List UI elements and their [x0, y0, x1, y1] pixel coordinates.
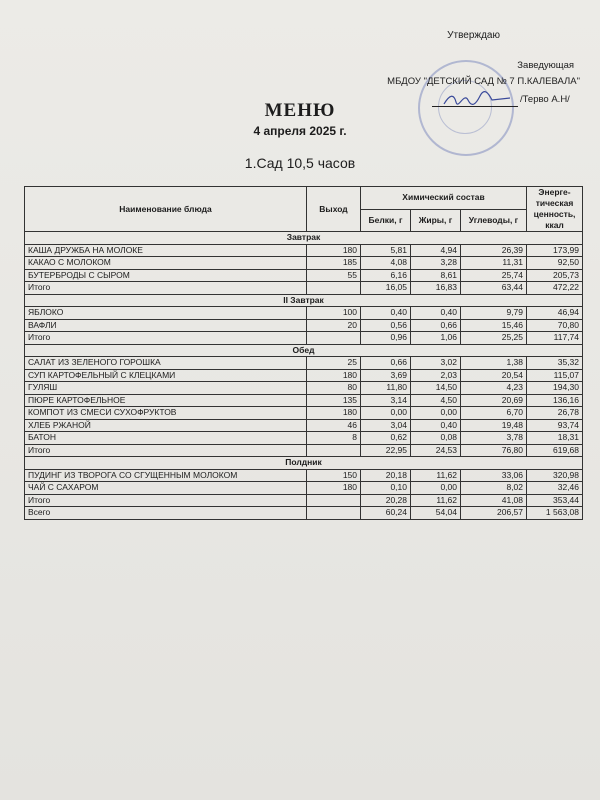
dish-energy: 35,32	[527, 357, 583, 370]
dish-name: ХЛЕБ РЖАНОЙ	[25, 419, 307, 432]
dish-protein: 0,62	[361, 432, 411, 445]
total-carbs: 41,08	[461, 494, 527, 507]
grand-total-protein: 60,24	[361, 507, 411, 520]
dish-yield: 25	[307, 357, 361, 370]
dish-protein: 0,40	[361, 307, 411, 320]
header-energy-line-1: Энерге-	[538, 187, 571, 197]
header-energy-line-2: тическая	[535, 198, 574, 208]
dish-carbs: 33,06	[461, 469, 527, 482]
table-row	[25, 432, 583, 445]
dish-protein: 0,00	[361, 407, 411, 420]
header-dish-name: Наименование блюда	[25, 187, 307, 232]
total-fat: 16,83	[411, 282, 461, 295]
table-row	[25, 307, 583, 320]
head-name: /Терво А.Н/	[520, 94, 570, 105]
dish-yield: 8	[307, 432, 361, 445]
dish-name: КАКАО С МОЛОКОМ	[25, 257, 307, 270]
table-row	[25, 382, 583, 395]
dish-carbs: 20,54	[461, 369, 527, 382]
total-fat: 1,06	[411, 332, 461, 345]
dish-fat: 8,61	[411, 269, 461, 282]
dish-protein: 0,10	[361, 482, 411, 495]
dish-fat: 0,40	[411, 307, 461, 320]
dish-name: БУТЕРБРОДЫ С СЫРОМ	[25, 269, 307, 282]
dish-protein: 6,16	[361, 269, 411, 282]
total-carbs: 25,25	[461, 332, 527, 345]
header-protein: Белки, г	[361, 209, 411, 232]
dish-yield: 185	[307, 257, 361, 270]
total-protein: 20,28	[361, 494, 411, 507]
dish-name: ПЮРЕ КАРТОФЕЛЬНОЕ	[25, 394, 307, 407]
dish-energy: 70,80	[527, 319, 583, 332]
dish-name: ЧАЙ С САХАРОМ	[25, 482, 307, 495]
dish-fat: 0,40	[411, 419, 461, 432]
grand-total-energy: 1 563,08	[527, 507, 583, 520]
dish-yield: 180	[307, 244, 361, 257]
dish-energy: 46,94	[527, 307, 583, 320]
header-energy	[527, 187, 583, 232]
total-label: Итого	[25, 494, 307, 507]
dish-fat: 4,50	[411, 394, 461, 407]
dish-carbs: 4,23	[461, 382, 527, 395]
dish-name: КОМПОТ ИЗ СМЕСИ СУХОФРУКТОВ	[25, 407, 307, 420]
dish-yield: 100	[307, 307, 361, 320]
total-yield-empty	[307, 444, 361, 457]
dish-energy: 32,46	[527, 482, 583, 495]
header-energy-line-3: ценность,	[533, 209, 576, 219]
dish-energy: 173,99	[527, 244, 583, 257]
header-energy-line-4: ккал	[545, 220, 564, 230]
dish-protein: 3,04	[361, 419, 411, 432]
section-header-row	[25, 457, 583, 470]
approval-label: Утверждаю	[447, 30, 500, 41]
total-row	[25, 282, 583, 295]
page-title: МЕНЮ	[264, 100, 336, 121]
dish-fat: 0,00	[411, 482, 461, 495]
menu-table	[24, 186, 583, 520]
dish-name: СУП КАРТОФЕЛЬНЫЙ С КЛЕЦКАМИ	[25, 369, 307, 382]
dish-protein: 5,81	[361, 244, 411, 257]
total-yield-empty	[307, 282, 361, 295]
total-energy: 353,44	[527, 494, 583, 507]
section-header-row	[25, 294, 583, 307]
total-yield-empty	[307, 494, 361, 507]
grand-total-label: Всего	[25, 507, 307, 520]
dish-protein: 0,66	[361, 357, 411, 370]
dish-carbs: 11,31	[461, 257, 527, 270]
total-energy: 117,74	[527, 332, 583, 345]
dish-fat: 3,28	[411, 257, 461, 270]
dish-energy: 93,74	[527, 419, 583, 432]
section-title: Обед	[25, 344, 583, 357]
header-yield: Выход	[307, 187, 361, 232]
grand-total-yield-empty	[307, 507, 361, 520]
menu-place: 1.Сад 10,5 часов	[244, 155, 356, 171]
dish-yield: 80	[307, 382, 361, 395]
total-label: Итого	[25, 332, 307, 345]
table-row	[25, 319, 583, 332]
section-header-row	[25, 344, 583, 357]
table-row	[25, 419, 583, 432]
dish-fat: 4,94	[411, 244, 461, 257]
dish-protein: 0,56	[361, 319, 411, 332]
table-row	[25, 257, 583, 270]
table-row	[25, 357, 583, 370]
dish-protein: 4,08	[361, 257, 411, 270]
header-chemical-composition: Химический состав	[361, 187, 527, 210]
dish-yield: 180	[307, 407, 361, 420]
dish-carbs: 19,48	[461, 419, 527, 432]
dish-carbs: 9,79	[461, 307, 527, 320]
dish-carbs: 25,74	[461, 269, 527, 282]
section-header-row	[25, 232, 583, 245]
dish-energy: 194,30	[527, 382, 583, 395]
dish-name: ГУЛЯШ	[25, 382, 307, 395]
dish-energy: 115,07	[527, 369, 583, 382]
table-row	[25, 269, 583, 282]
total-label: Итого	[25, 282, 307, 295]
dish-name: ПУДИНГ ИЗ ТВОРОГА СО СГУЩЕННЫМ МОЛОКОМ	[25, 469, 307, 482]
dish-protein: 3,69	[361, 369, 411, 382]
total-energy: 619,68	[527, 444, 583, 457]
total-fat: 24,53	[411, 444, 461, 457]
total-row	[25, 444, 583, 457]
total-yield-empty	[307, 332, 361, 345]
grand-total-carbs: 206,57	[461, 507, 527, 520]
total-carbs: 63,44	[461, 282, 527, 295]
dish-carbs: 8,02	[461, 482, 527, 495]
dish-energy: 92,50	[527, 257, 583, 270]
dish-energy: 205,73	[527, 269, 583, 282]
dish-protein: 20,18	[361, 469, 411, 482]
dish-energy: 320,98	[527, 469, 583, 482]
dish-yield: 180	[307, 482, 361, 495]
dish-energy: 18,31	[527, 432, 583, 445]
total-carbs: 76,80	[461, 444, 527, 457]
table-row	[25, 244, 583, 257]
total-protein: 22,95	[361, 444, 411, 457]
total-fat: 11,62	[411, 494, 461, 507]
dish-name: ЯБЛОКО	[25, 307, 307, 320]
dish-fat: 14,50	[411, 382, 461, 395]
total-row	[25, 332, 583, 345]
section-title: II Завтрак	[25, 294, 583, 307]
table-row	[25, 469, 583, 482]
dish-fat: 3,02	[411, 357, 461, 370]
table-row	[25, 482, 583, 495]
table-row	[25, 369, 583, 382]
dish-fat: 2,03	[411, 369, 461, 382]
table-row	[25, 394, 583, 407]
dish-yield: 20	[307, 319, 361, 332]
dish-name: КАША ДРУЖБА НА МОЛОКЕ	[25, 244, 307, 257]
dish-energy: 136,16	[527, 394, 583, 407]
dish-name: ВАФЛИ	[25, 319, 307, 332]
dish-carbs: 15,46	[461, 319, 527, 332]
head-title: Заведующая	[517, 60, 574, 71]
dish-carbs: 26,39	[461, 244, 527, 257]
total-label: Итого	[25, 444, 307, 457]
dish-name: БАТОН	[25, 432, 307, 445]
dish-yield: 55	[307, 269, 361, 282]
dish-fat: 0,66	[411, 319, 461, 332]
table-row	[25, 407, 583, 420]
grand-total-fat: 54,04	[411, 507, 461, 520]
dish-carbs: 20,69	[461, 394, 527, 407]
dish-energy: 26,78	[527, 407, 583, 420]
total-protein: 0,96	[361, 332, 411, 345]
section-title: Полдник	[25, 457, 583, 470]
dish-fat: 11,62	[411, 469, 461, 482]
dish-yield: 46	[307, 419, 361, 432]
dish-yield: 150	[307, 469, 361, 482]
dish-yield: 180	[307, 369, 361, 382]
dish-yield: 135	[307, 394, 361, 407]
total-row	[25, 494, 583, 507]
header-carbs: Углеводы, г	[461, 209, 527, 232]
dish-fat: 0,00	[411, 407, 461, 420]
organization-name: МБДОУ "ДЕТСКИЙ САД № 7 П.КАЛЕВАЛА"	[387, 76, 580, 87]
total-energy: 472,22	[527, 282, 583, 295]
total-protein: 16,05	[361, 282, 411, 295]
dish-carbs: 6,70	[461, 407, 527, 420]
grand-total-row	[25, 507, 583, 520]
dish-protein: 3,14	[361, 394, 411, 407]
dish-carbs: 3,78	[461, 432, 527, 445]
menu-date: 4 апреля 2025 г.	[253, 124, 347, 138]
dish-name: САЛАТ ИЗ ЗЕЛЕНОГО ГОРОШКА	[25, 357, 307, 370]
header-fat: Жиры, г	[411, 209, 461, 232]
dish-fat: 0,08	[411, 432, 461, 445]
dish-protein: 11,80	[361, 382, 411, 395]
dish-carbs: 1,38	[461, 357, 527, 370]
section-title: Завтрак	[25, 232, 583, 245]
